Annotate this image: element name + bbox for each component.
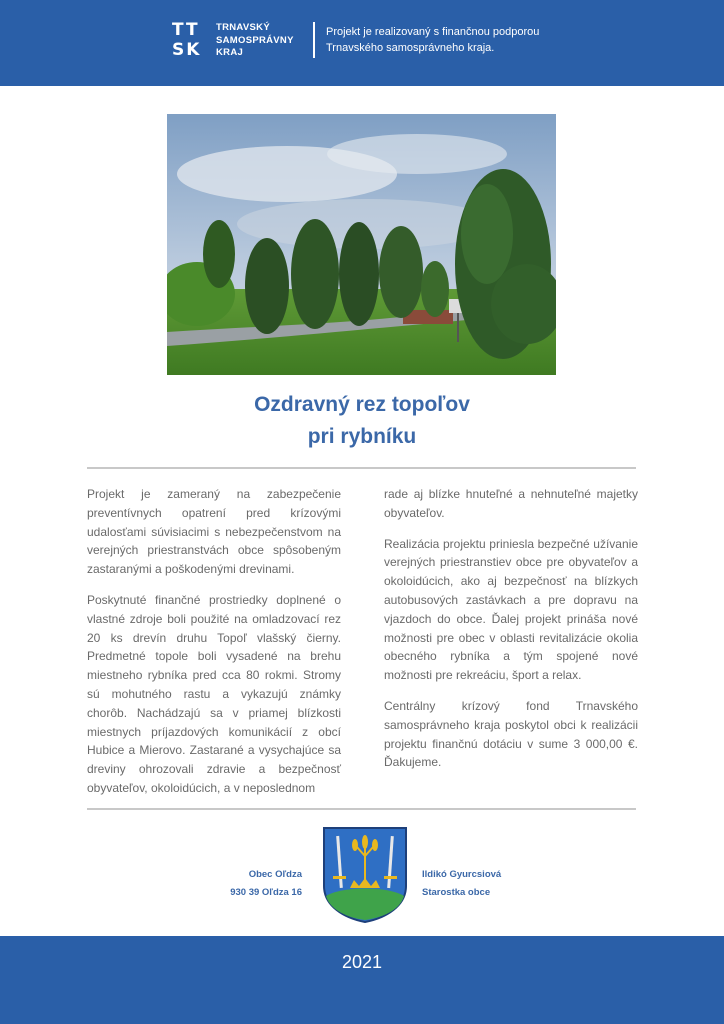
title-line-1: Ozdravný rez topoľov (254, 393, 470, 416)
text-column-left (87, 485, 341, 810)
top-divider (87, 467, 636, 469)
coat-of-arms-icon (322, 826, 408, 924)
municipality-info (190, 866, 302, 902)
paragraph: Realizácia projektu priniesla bezpečné užívanie verejných priestranstiev obce pre obyvateľov a okoloidúcich, ako aj bezpečnosť na blízkych autobusových zastávkach a pre dopravu na vjazdoch do obce. Ďalej projekt prináša nové možnosti pre obec v oblasti revitalizácie okolia obecného rybníka a tým spojené nové možnosti pre rekreáciu, šport a relax. (384, 536, 638, 683)
municipality-name: Obec Oľdza (248, 869, 302, 880)
title-line-2: pri rybníku (307, 425, 417, 448)
logo-line-2: SAMOSPRÁVNY (216, 34, 294, 46)
footer-banner (0, 936, 724, 1024)
mayor-info (422, 866, 562, 902)
coat-of-arms (322, 826, 408, 924)
logo-mark-top: TT (172, 20, 200, 40)
text-column-right (384, 485, 638, 784)
mayor-title: Starostka obce (422, 887, 491, 898)
year-label: 2021 (341, 952, 383, 972)
paragraph: Centrálny krízový fond Trnavského samosprávneho kraja poskytol obci k realizácii projektu finančnú dotáciu v sume 3 000,00 €. Ďakujeme. (384, 698, 638, 770)
mayor-name: Ildikó Gyurcsiová (422, 869, 502, 880)
paragraph: Projekt je zameraný na zabezpečenie preventívnych opatrení pred krízovými udalosťami súvisiacimi s nebezpečenstvom na verejných priestranstvách obce spôsobeným zastaranými a poškodenými drevinami. (87, 487, 341, 577)
paragraph: Poskytnuté finančné prostriedky doplnené o vlastné zdroje boli použité na omladzovací rez 20 ks drevín druhu Topoľ vlašský čierny. Predmetné topole boli vysadené na brehu miestneho rybníka pred cca 80 rokmi. Stromy sú mohutného rastu a vykazujú známky chorôb. Nachádzajú sa v priamej blízkosti miestnych príjazdových komunikácií z obcí Hubice a Mierovo. Zastarané a vysychajúce sa dreviny ohrozovali zdravie a bezpečnosť obyvateľov, okoloidúcich, a v neposlednom (87, 592, 341, 795)
support-line-1: Projekt je realizovaný s finančnou podporou (326, 26, 540, 38)
bottom-divider (87, 808, 636, 810)
poplar-trees-image (167, 114, 556, 375)
support-line-2: Trnavského samosprávneho kraja. (326, 42, 495, 54)
header-divider (313, 22, 315, 58)
municipality-address: 930 39 Oľdza 16 (230, 887, 302, 898)
logo-line-3: KRAJ (216, 47, 244, 58)
logo-line-1: TRNAVSKÝ (216, 22, 270, 33)
logo-mark-bottom: SK (172, 40, 202, 60)
support-statement (326, 24, 606, 56)
header-banner (0, 0, 724, 86)
paragraph: rade aj blízke hnuteľné a nehnuteľné majetky obyvateľov. (384, 487, 638, 520)
page-title (0, 389, 724, 453)
logo-wordmark (216, 22, 336, 60)
poplar-trees-photo (167, 114, 556, 375)
